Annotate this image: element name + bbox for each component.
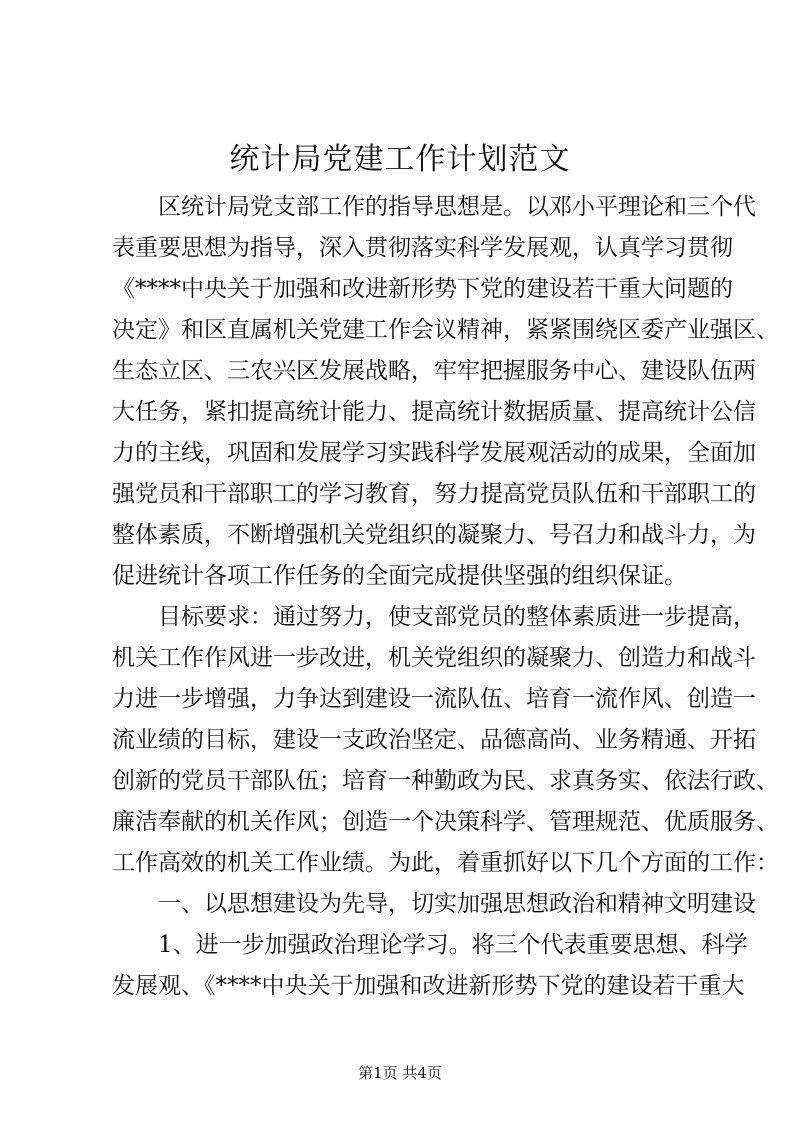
paragraph-1-line-7: 力的主线，巩固和发展学习实践科学发展观活动的成果，全面加: [112, 440, 756, 466]
paragraph-2-line-4: 流业绩的目标，建设一支政治坚定、品德高尚、业务精通、开拓: [112, 727, 756, 753]
paragraph-3-line-1: 1、进一步加强政治理论学习。将三个代表重要思想、科学: [158, 932, 748, 958]
paragraph-2-line-6: 廉洁奉献的机关作风；创造一个决策科学、管理规范、优质服务、: [112, 809, 779, 835]
paragraph-1-line-4: 决定》和区直属机关党建工作会议精神，紧紧围绕区委产业强区、: [112, 317, 779, 343]
paragraph-1-line-1: 区统计局党支部工作的指导思想是。以邓小平理论和三个代: [158, 194, 756, 220]
paragraph-1-line-10: 促进统计各项工作任务的全面完成提供坚强的组织保证。: [112, 563, 687, 589]
paragraph-2-line-2: 机关工作作风进一步改进，机关党组织的凝聚力、创造力和战斗: [112, 645, 756, 671]
document-title: 统计局党建工作计划范文: [229, 142, 571, 177]
paragraph-1-line-8: 强党员和干部职工的学习教育，努力提高党员队伍和干部职工的: [112, 481, 756, 507]
section-heading-1: 一、以思想建设为先导，切实加强思想政治和精神文明建设: [158, 891, 756, 917]
paragraph-2-line-1: 目标要求：通过努力，使支部党员的整体素质进一步提高，: [158, 604, 756, 630]
document-body: [112, 187, 779, 1007]
paragraph-3-line-2: 发展观、《****中央关于加强和改进新形势下党的建设若干重大: [112, 973, 745, 999]
paragraph-1-line-6: 大任务，紧扣提高统计能力、提高统计数据质量、提高统计公信: [112, 399, 756, 425]
paragraph-2-line-5: 创新的党员干部队伍；培育一种勤政为民、求真务实、依法行政、: [112, 768, 779, 794]
paragraph-1-line-3: 《****中央关于加强和改进新形势下党的建设若干重大问题的: [112, 276, 733, 302]
paragraph-1-line-2: 表重要思想为指导，深入贯彻落实科学发展观，认真学习贯彻: [112, 235, 733, 261]
paragraph-2-line-7: 工作高效的机关工作业绩。为此，着重抓好以下几个方面的工作：: [112, 850, 779, 876]
paragraph-1-line-5: 生态立区、三农兴区发展战略，牢牢把握服务中心、建设队伍两: [112, 358, 756, 384]
page-number-footer: 第1页 共4页: [358, 1064, 442, 1082]
paragraph-2-line-3: 力进一步增强，力争达到建设一流队伍、培育一流作风、创造一: [112, 686, 756, 712]
paragraph-1-line-9: 整体素质，不断增强机关党组织的凝聚力、号召力和战斗力，为: [112, 522, 756, 548]
